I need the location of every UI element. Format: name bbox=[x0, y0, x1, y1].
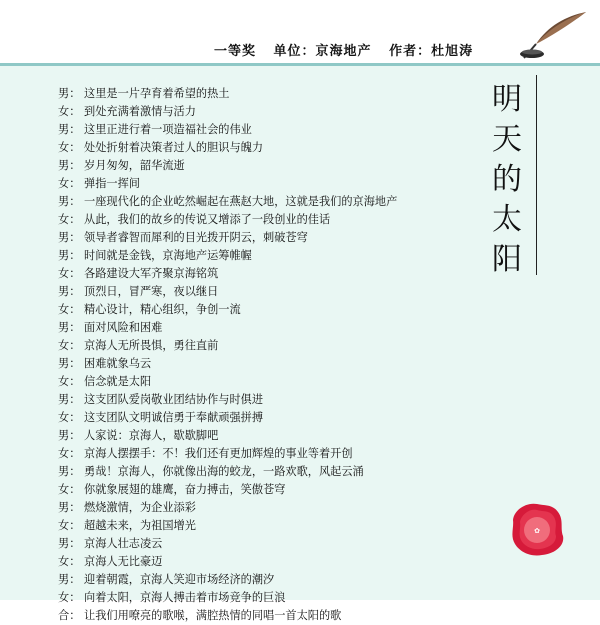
poem-line bbox=[58, 319, 488, 337]
poem-line bbox=[58, 589, 488, 607]
line-text: 人家说：京海人，歇歇脚吧 bbox=[84, 428, 219, 442]
speaker-label: 女： bbox=[58, 446, 81, 460]
poem-line bbox=[58, 535, 488, 553]
poem-line bbox=[58, 283, 488, 301]
speaker-label: 男： bbox=[58, 428, 81, 442]
line-text: 京海人壮志凌云 bbox=[84, 536, 163, 550]
speaker-label: 女： bbox=[58, 212, 81, 226]
speaker-label: 男： bbox=[58, 392, 81, 406]
title-char: 的 bbox=[492, 162, 522, 197]
speaker-label: 男： bbox=[58, 248, 81, 262]
line-text: 各路建设大军齐聚京海铭筑 bbox=[84, 266, 219, 280]
speaker-label: 男： bbox=[58, 122, 81, 136]
poem-line bbox=[58, 157, 488, 175]
title-char: 阳 bbox=[492, 242, 522, 277]
line-text: 时间就是金钱，京海地产运筹帷幄 bbox=[84, 248, 252, 262]
speaker-label: 女： bbox=[58, 482, 81, 496]
poem-line bbox=[58, 247, 488, 265]
speaker-label: 男： bbox=[58, 464, 81, 478]
line-text: 迎着朝霞，京海人笑迎市场经济的潮汐 bbox=[84, 572, 275, 586]
speaker-label: 男： bbox=[58, 194, 81, 208]
poem-line bbox=[58, 427, 488, 445]
poem-line bbox=[58, 355, 488, 373]
speaker-label: 男： bbox=[58, 320, 81, 334]
line-text: 你就象展翅的雄鹰，奋力搏击，笑傲苍穹 bbox=[84, 482, 286, 496]
title-char: 明 bbox=[492, 82, 522, 117]
line-text: 岁月匆匆，韶华流逝 bbox=[84, 158, 185, 172]
poem-line bbox=[58, 229, 488, 247]
poem-line bbox=[58, 553, 488, 571]
speaker-label: 女： bbox=[58, 590, 81, 604]
line-text: 这里正进行着一项造福社会的伟业 bbox=[84, 122, 252, 136]
poem-line bbox=[58, 481, 488, 499]
line-text: 超越未来，为祖国增光 bbox=[84, 518, 196, 532]
speaker-label: 女： bbox=[58, 410, 81, 424]
speaker-label: 男： bbox=[58, 284, 81, 298]
line-text: 向着太阳，京海人搏击着市场竞争的巨浪 bbox=[84, 590, 286, 604]
speaker-label: 女： bbox=[58, 554, 81, 568]
speaker-label: 男： bbox=[58, 158, 81, 172]
poem-line bbox=[58, 391, 488, 409]
poem-line bbox=[58, 445, 488, 463]
poem-line bbox=[58, 103, 488, 121]
poem-line bbox=[58, 373, 488, 391]
poem-line bbox=[58, 499, 488, 517]
line-text: 这里是一片孕育着希望的热土 bbox=[84, 87, 230, 100]
speaker-label: 女： bbox=[58, 266, 81, 280]
poem-line bbox=[58, 517, 488, 535]
line-text: 信念就是太阳 bbox=[84, 374, 152, 388]
line-text: 这支团队文明诚信勇于奉献顽强拼搏 bbox=[84, 410, 264, 424]
speaker-label: 合： bbox=[58, 608, 81, 622]
speaker-label: 女： bbox=[58, 176, 81, 190]
speaker-label: 男： bbox=[58, 536, 81, 550]
poem-line bbox=[58, 211, 488, 229]
speaker-label: 男： bbox=[58, 356, 81, 370]
poem-line bbox=[58, 301, 488, 319]
svg-text:✿: ✿ bbox=[534, 527, 540, 535]
poem-line bbox=[58, 265, 488, 283]
red-seal-stamp-icon bbox=[508, 500, 566, 558]
poem-line bbox=[58, 571, 488, 589]
line-text: 勇哉！京海人，你就像出海的蛟龙，一路欢歌，风起云涌 bbox=[84, 464, 364, 478]
line-text: 困难就象乌云 bbox=[84, 356, 152, 370]
line-text: 到处充满着激情与活力 bbox=[84, 104, 196, 118]
poem-line bbox=[58, 337, 488, 355]
poem-line bbox=[58, 121, 488, 139]
header bbox=[0, 0, 600, 62]
speaker-label: 女： bbox=[58, 302, 81, 316]
unit-label: 单位：京海地产 bbox=[273, 44, 372, 59]
line-text: 京海人无所畏惧，勇往直前 bbox=[84, 338, 219, 352]
line-text: 面对风险和困难 bbox=[84, 320, 163, 334]
line-text: 一座现代化的企业屹然崛起在燕赵大地，这就是我们的京海地产 bbox=[84, 194, 398, 208]
poem-line bbox=[58, 463, 488, 481]
speaker-label: 男： bbox=[58, 87, 81, 100]
line-text: 让我们用嘹亮的歌喉，满腔热情的同唱一首太阳的歌 bbox=[84, 608, 342, 622]
poem-line bbox=[58, 193, 488, 211]
title-char: 太 bbox=[492, 202, 522, 237]
line-text: 燃烧激情，为企业添彩 bbox=[84, 500, 196, 514]
line-text: 精心设计，精心组织，争创一流 bbox=[84, 302, 241, 316]
line-text: 领导者睿智而犀利的目光拨开阴云，刺破苍穹 bbox=[84, 230, 308, 244]
poem-line bbox=[58, 409, 488, 427]
poem-lines bbox=[58, 85, 488, 625]
line-text: 京海人无比豪迈 bbox=[84, 554, 163, 568]
line-text: 顶烈日，冒严寒，夜以继日 bbox=[84, 284, 219, 298]
quill-pen-icon bbox=[518, 10, 588, 62]
award-label: 一等奖 bbox=[214, 44, 257, 59]
line-text: 从此，我们的故乡的传说又增添了一段创业的佳话 bbox=[84, 212, 331, 226]
author-label: 作者：杜旭涛 bbox=[389, 44, 474, 59]
speaker-label: 女： bbox=[58, 374, 81, 388]
speaker-label: 男： bbox=[58, 230, 81, 244]
title-char: 天 bbox=[492, 122, 522, 157]
speaker-label: 女： bbox=[58, 140, 81, 154]
line-text: 京海人摆摆手：不！我们还有更加辉煌的事业等着开创 bbox=[84, 446, 353, 460]
poem-line bbox=[58, 85, 488, 103]
line-text: 这支团队爱岗敬业团结协作与时俱进 bbox=[84, 392, 264, 406]
poem-line bbox=[58, 139, 488, 157]
vertical-title bbox=[487, 80, 527, 280]
speaker-label: 男： bbox=[58, 500, 81, 514]
poem-line bbox=[58, 175, 488, 193]
speaker-label: 男： bbox=[58, 572, 81, 586]
byline bbox=[214, 40, 485, 59]
speaker-label: 女： bbox=[58, 104, 81, 118]
line-text: 弹指一挥间 bbox=[84, 176, 140, 190]
title-divider-line bbox=[536, 75, 537, 275]
line-text: 处处折射着决策者过人的胆识与魄力 bbox=[84, 140, 264, 154]
poem-line bbox=[58, 607, 488, 625]
speaker-label: 女： bbox=[58, 518, 81, 532]
speaker-label: 女： bbox=[58, 338, 81, 352]
